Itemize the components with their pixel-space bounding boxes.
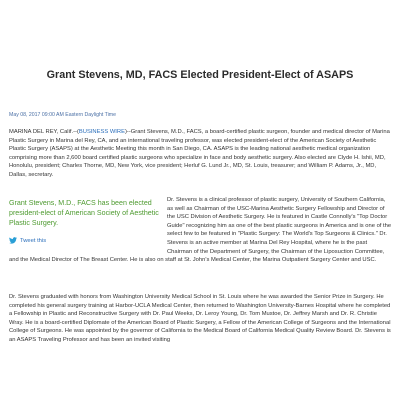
quote-spacer (9, 196, 167, 256)
bio-paragraph (9, 196, 392, 265)
education-paragraph: Dr. Stevens graduated with honors from Washington University Medical School in St. Louis where he was awarded the Senior Prize in Surgery. He completed his general surgery training at Harbor-UCLA Medical Center, then returned to Washington University-Barnes Hospital where he completed a Fellowship in Plastic and Reconstructive Surgery with Dr. Paul Weeks, Dr. Leroy Young, Dr. Tom Mustoe, Dr. Jeffrey Marsh and Dr. R. Christie Wray. He is a board-certified Diplomate of the American Board of Plastic Surgery, a Fellow of the American College of Surgeons and the International College of Surgeons. He was appointed by the governor of California to the Medical Board of California Medical Quality Review Board. Dr. Stevens is an ASAPS Traveling Professor and has been an invited visiting (9, 294, 391, 343)
business-wire-link[interactable]: BUSINESS WIRE (78, 129, 125, 135)
intro-paragraph (9, 128, 392, 180)
article-headline: Grant Stevens, MD, FACS Elected President-Elect of ASAPS (46, 69, 354, 81)
pull-quote: Grant Stevens, M.D., FACS has been elected president-elect of American Society of Aesthetic Plastic Surgery. (9, 199, 159, 227)
intro-body-text: )--Grant Stevens, M.D., FACS, a board-certified plastic surgeon, founder and medical director of Marina Plastic Surgery in Marina del Rey, CA, and an international traveling professor, was elected president-elect of the American Society of Aesthetic Plastic Surgery (ASAPS) at the Aesthetic Meeting this month in San Diego, CA. ASAPS is the leading national aesthetic medical organization comprising more than 2,600 board certified plastic surgeons who specialize in face and body aesthetic surgery. Also elected are Clyde H. Ishii, MD, Honolulu, president; Charles Thorne, MD, New York, vice president; Herluf G. Lund Jr., MD, St. Louis, treasurer; and William P. Adams, Jr., MD, Dallas, secretary. (9, 129, 390, 178)
article-dateline: May 08, 2017 09:00 AM Eastern Daylight Time (9, 112, 116, 118)
tweet-this-label: Tweet this (20, 237, 47, 244)
intro-dateline-text: MARINA DEL REY, Calif.--( (9, 129, 79, 135)
bio-text: Dr. Stevens is a clinical professor of plastic surgery, University of Southern California, as well as Chairman of the USC-Marina Aesthetic Surgery Fellowship and Director of the USC Division of Aesthetic Surgery. He is featured in Castle Connolly's "Top Doctor Guide" recognizing him as one of the best plastic surgeons in America and is one of the select few to be featured in "Plastic Surgery: The World's Top Surgeons & Clinics." Dr. Stevens is an active member at Marina Del Rey Hospital, where he is the past Chairman of the Department of Surgery, the Chairman of the Liposuction Committee, and the Medical Director of The Breast Center. He is also on staff at St. John's Medical Center, the Marina Outpatient Surgery Center and USC. (9, 197, 392, 264)
